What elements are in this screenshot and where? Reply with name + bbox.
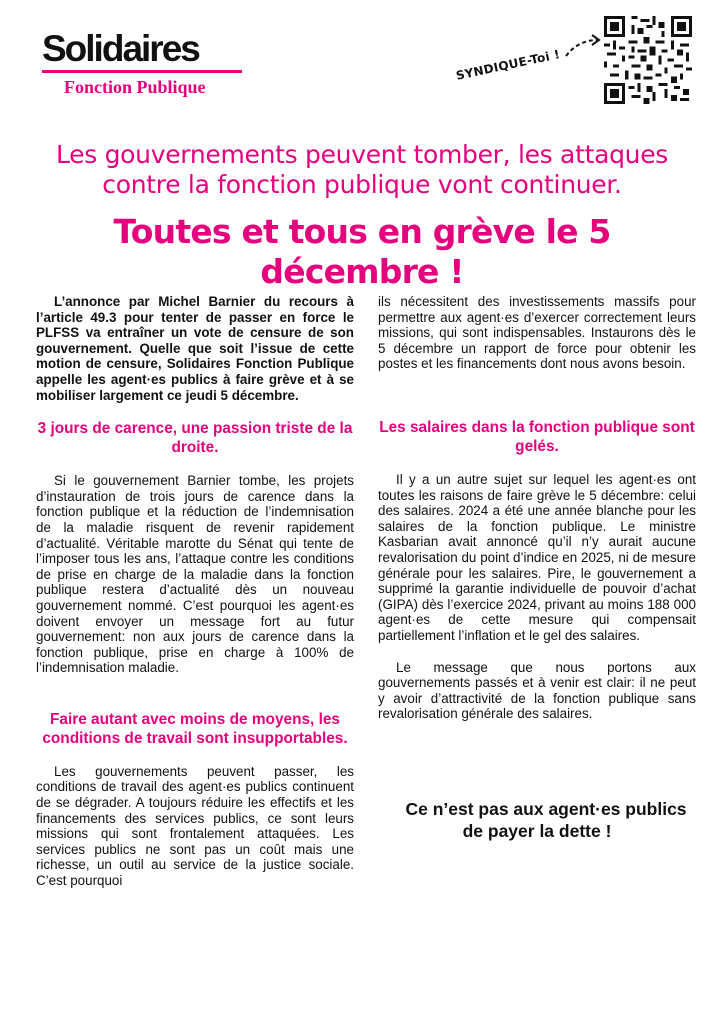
section-body-message: Le message que nous portons aux gouvernements passés et à venir est clair: il ne peut y avoir d’attractivité de la fonction publique sans revalorisation générale des salaires. xyxy=(378,659,696,722)
solidaires-logo xyxy=(42,30,252,98)
syndique-toi-label: SYNDIQUE-Toi ! xyxy=(454,47,562,83)
intro-paragraph: L’annonce par Michel Barnier du recours à l’article 49.3 pour tenter de passer en force le PLFSS va entraîner un vote de censure de son gouvernement. Quelle que soit l’issue de cette motion de censure, Solidaires Fonction Publique appelle les agent·es publics à faire grève et à se mobiliser largement ce jeudi 5 décembre. xyxy=(36,294,354,403)
logo-name: Solidaires xyxy=(42,28,199,69)
conclusion: Ce n’est pas aux agent·es publics de payer la dette ! xyxy=(405,798,687,841)
headline-line-2: contre la fonction publique vont continuer. xyxy=(102,170,622,199)
logo-subtitle: Fonction Publique xyxy=(64,77,206,97)
arrow-icon xyxy=(562,32,604,60)
headline-line-1: Les gouvernements peuvent tomber, les attaques xyxy=(55,140,669,169)
headline xyxy=(20,140,704,200)
section-body-conditions-continued: ils nécessitent des investissements massifs pour permettre aux agent·es d’exercer correctement leurs missions, qui sont indispensables. Instaurons dès le 5 décembre un rapport de force pour obtenir les postes et les financements dont nous avons besoin. xyxy=(378,294,696,372)
section-body-carence: Si le gouvernement Barnier tombe, les projets d’instauration de trois jours de carence dans la fonction publique et la réduction de l’indemnisation de la maladie risquent de revenir rapidement d’actualité. Véritable marotte du Sénat qui tente de l’imposer tous les ans, l’attaque contre les conditions de prise en charge de la maladie dans la fonction publique restera d’actualité dès un nouveau gouvernement nommé. C’est pourquoi les agent·es doivent envoyer un message fort au futur gouvernement: non aux jours de carence dans la fonction publique, prise en charge à 100% de l’indemnisation maladie. xyxy=(36,473,354,676)
section-title-carence: 3 jours de carence, une passion triste de la droite. xyxy=(37,420,353,457)
section-body-conditions: Les gouvernements peuvent passer, les conditions de travail des agent·es publics continuent de se dégrader. A toujours réduire les effectifs et les financements des services publics, ce sont leurs missions qui sont frontalement attaquées. Les services publics ne sont pas un coût mais une richesse, un outil au service de la justice sociale. C’est pourquoi xyxy=(36,763,354,889)
strike-call-headline: Toutes et tous en grève le 5 décembre ! xyxy=(113,212,611,291)
left-column xyxy=(36,294,354,889)
section-body-salaires: Il y a un autre sujet sur lequel les agent·es ont toutes les raisons de faire grève le 5 décembre: celui des salaires. 2024 a été une année blanche pour les salaires de la fonction publique. Le ministre Kasbarian avait annoncé qu’il n’y aurait aucune revalorisation du point d’indice en 2025, ni de mesure générale pour les salaires. Pire, le gouvernement a supprimé la garantie individuelle de pouvoir d’achat (GIPA) dès l’exercice 2024, privant au moins 188 000 agent·es de cette mesure qui compensait partiellement l’inflation et le gel des salaires. xyxy=(378,471,696,643)
section-title-salaires: Les salaires dans la fonction publique sont gelés. xyxy=(379,418,695,455)
section-title-conditions: Faire autant avec moins de moyens, les conditions de travail sont insupportables. xyxy=(42,710,348,747)
logo-underline xyxy=(42,70,242,73)
right-column xyxy=(378,294,696,842)
qr-code-icon[interactable] xyxy=(604,16,692,104)
